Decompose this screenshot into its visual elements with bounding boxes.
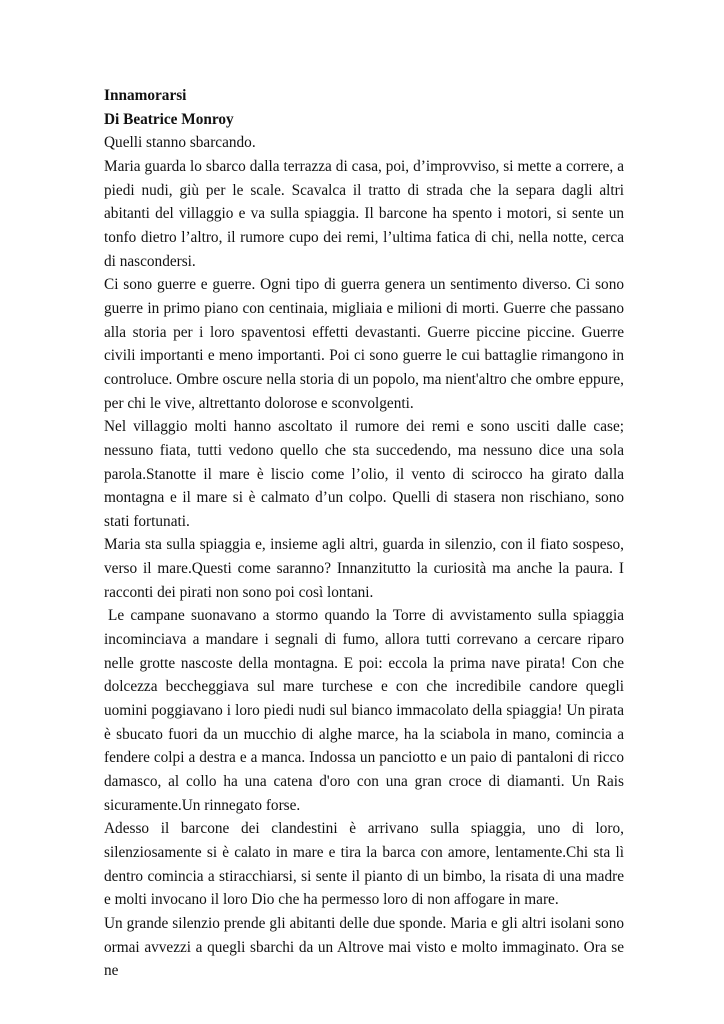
paragraph: Le campane suonavano a stormo quando la Torre di avvistamento sulla spiaggia incominciava a mandare i segnali di fumo, allora tutti correvano a cercare riparo nelle grotte nascoste della montagna. E poi: eccola la prima nave pirata! Con che dolcezza beccheggiava sul mare turchese e con che incredibile candore quegli uomini poggiavano i loro piedi nudi sul bianco immacolato della spiaggia! Un pirata è sbucato fuori da un mucchio di alghe marce, ha la sciabola in mano, comincia a fendere colpi a destra e a manca. Indossa un panciotto e un paio di pantaloni di ricco damasco, al collo ha una catena d'oro con una gran croce di diamanti. Un Rais sicuramente.Un rinnegato forse.	[104, 607, 624, 814]
document-page	[104, 84, 624, 983]
paragraph: Adesso il barcone dei clandestini è arrivano sulla spiaggia, uno di loro, silenziosamente si è calato in mare e tira la barca con amore, lentamente.Chi sta lì dentro comincia a stiracchiarsi, si sente il pianto di un bimbo, la risata di una madre e molti invocano il loro Dio che ha permesso loro di non affogare in mare.	[104, 820, 624, 909]
document-author: Di Beatrice Monroy	[104, 110, 234, 128]
paragraph: Maria sta sulla spiaggia e, insieme agli altri, guarda in silenzio, con il fiato sospeso, verso il mare.Questi come saranno? Innanzitutto la curiosità ma anche la paura. I racconti dei pirati non sono poi così lontani.	[104, 536, 624, 601]
paragraph: Ci sono guerre e guerre. Ogni tipo di guerra genera un sentimento diverso. Ci sono guerre in primo piano con centinaia, migliaia e milioni di morti. Guerre che passano alla storia per i loro spaventosi effetti devastanti. Guerre piccine piccine. Guerre civili importanti e meno importanti. Poi ci sono guerre le cui battaglie rimangono in controluce. Ombre oscure nella storia di un popolo, ma nient'altro che ombre eppure, per chi le vive, altrettanto dolorose e sconvolgenti.	[104, 276, 624, 412]
paragraph: Un grande silenzio prende gli abitanti delle due sponde. Maria e gli altri isolani sono ormai avvezzi a quegli sbarchi da un Altrove mai visto e molto immaginato. Ora se ne	[104, 914, 624, 980]
paragraph: Maria guarda lo sbarco dalla terrazza di casa, poi, d’improvviso, si mette a correre, a piedi nudi, giù per le scale. Scavalca il tratto di strada che la separa dagli altri abitanti del villaggio e va sulla spiaggia. Il barcone ha spento i motori, si sente un tonfo dietro l’altro, il rumore cupo dei remi, l’ultima fatica di chi, nella notte, cerca di nascondersi.	[104, 157, 624, 270]
paragraph: Quelli stanno sbarcando.	[104, 134, 256, 152]
document-title: Innamorarsi	[104, 87, 187, 104]
paragraph: Nel villaggio molti hanno ascoltato il rumore dei remi e sono usciti dalle case; nessuno fiata, tutti vedono quello che sta succedendo, ma nessuno dice una sola parola.Stanotte il mare è liscio come l’olio, il vento di scirocco ha girato dalla montagna e il mare si è calmato d’un colpo. Quelli di stasera non rischiano, sono stati fortunati.	[104, 418, 624, 530]
